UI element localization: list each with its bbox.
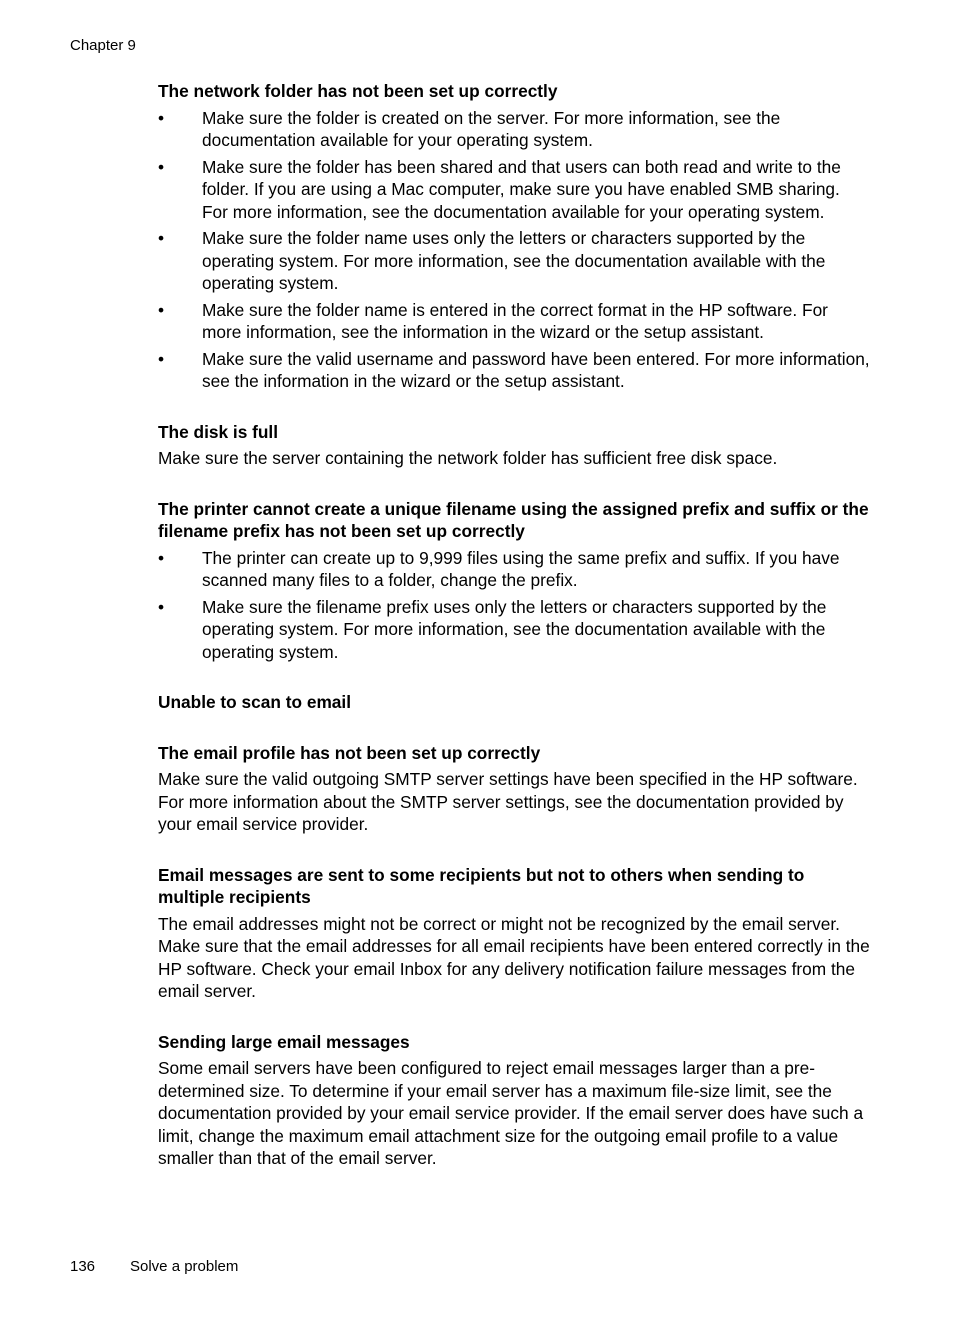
list-item-text: Make sure the folder name uses only the letters or characters supported by the operating system. For more information, see the documentation available with the operating system. xyxy=(202,228,826,293)
bullet-icon: • xyxy=(158,299,165,320)
page-number: 136 xyxy=(70,1258,96,1275)
list-item xyxy=(158,156,870,224)
list-item xyxy=(158,107,870,152)
list-item xyxy=(158,596,870,664)
section-email-profile xyxy=(158,742,870,836)
list-item xyxy=(158,547,870,592)
section-heading: Sending large email messages xyxy=(158,1031,410,1052)
section-large-email xyxy=(158,1031,870,1170)
section-text: Some email servers have been configured to reject email messages larger than a pre-determined size. To determine if your email server has a maximum file-size limit, see the documentation provided by your email service provider. If the email server does have such a limit, change the maximum email attachment size for the outgoing email profile to a value smaller than that of the email server. xyxy=(158,1058,864,1168)
list-item-text: Make sure the filename prefix uses only the letters or characters supported by the operating system. For more information, see the documentation available with the operating system. xyxy=(202,596,827,662)
section-scan-to-email xyxy=(158,691,870,714)
section-multiple-recipients xyxy=(158,864,870,1003)
page-content xyxy=(158,80,870,1170)
section-heading: The disk is full xyxy=(158,421,279,442)
list-item xyxy=(158,227,870,295)
list-item-text: The printer can create up to 9,999 files using the same prefix and suffix. If you have scanned many files to a folder, change the prefix. xyxy=(202,547,840,590)
bullet-list xyxy=(158,547,870,664)
list-item-text: Make sure the folder has been shared and that users can both read and write to the folder. If you are using a Mac computer, make sure you have enabled SMB sharing. For more information, see the documentation available for your operating system. xyxy=(202,156,841,222)
section-heading: Email messages are sent to some recipients but not to others when sending to multiple recipients xyxy=(158,864,805,907)
section-heading: The network folder has not been set up correctly xyxy=(158,81,558,101)
section-unique-filename xyxy=(158,498,870,664)
chapter-label: Chapter 9 xyxy=(70,37,136,54)
section-text: The email addresses might not be correct or might not be recognized by the email server. Make sure that the email addresses for all email recipients have been entered correctly in the HP software. Check your email Inbox for any delivery notification failure messages from the email server. xyxy=(158,913,870,1001)
list-item-text: Make sure the folder name is entered in the correct format in the HP software. For more information, see the information in the wizard or the setup assistant. xyxy=(202,299,828,342)
bullet-icon: • xyxy=(158,348,165,369)
section-text: Make sure the valid outgoing SMTP server settings have been specified in the HP software. For more information about the SMTP server settings, see the documentation provided by your email service provider. xyxy=(158,769,858,834)
list-item-text: Make sure the folder is created on the server. For more information, see the documentation available for your operating system. xyxy=(202,107,781,150)
section-disk-full xyxy=(158,421,870,470)
list-item xyxy=(158,348,870,393)
section-text: Make sure the server containing the network folder has sufficient free disk space. xyxy=(158,448,778,468)
list-item-text: Make sure the valid username and password have been entered. For more information, see the information in the wizard or the setup assistant. xyxy=(202,348,870,391)
page-footer xyxy=(70,1258,238,1276)
section-network-folder xyxy=(158,80,870,393)
bullet-list xyxy=(158,107,870,393)
bullet-icon: • xyxy=(158,547,165,568)
bullet-icon: • xyxy=(158,156,165,177)
bullet-icon: • xyxy=(158,107,165,128)
bullet-icon: • xyxy=(158,228,165,248)
section-heading: The email profile has not been set up correctly xyxy=(158,742,541,763)
footer-section-title: Solve a problem xyxy=(130,1258,239,1275)
section-heading: Unable to scan to email xyxy=(158,692,352,712)
bullet-icon: • xyxy=(158,596,165,617)
list-item xyxy=(158,299,870,344)
section-heading: The printer cannot create a unique filename using the assigned prefix and suffix or the filename prefix has not been set up correctly xyxy=(158,498,869,541)
